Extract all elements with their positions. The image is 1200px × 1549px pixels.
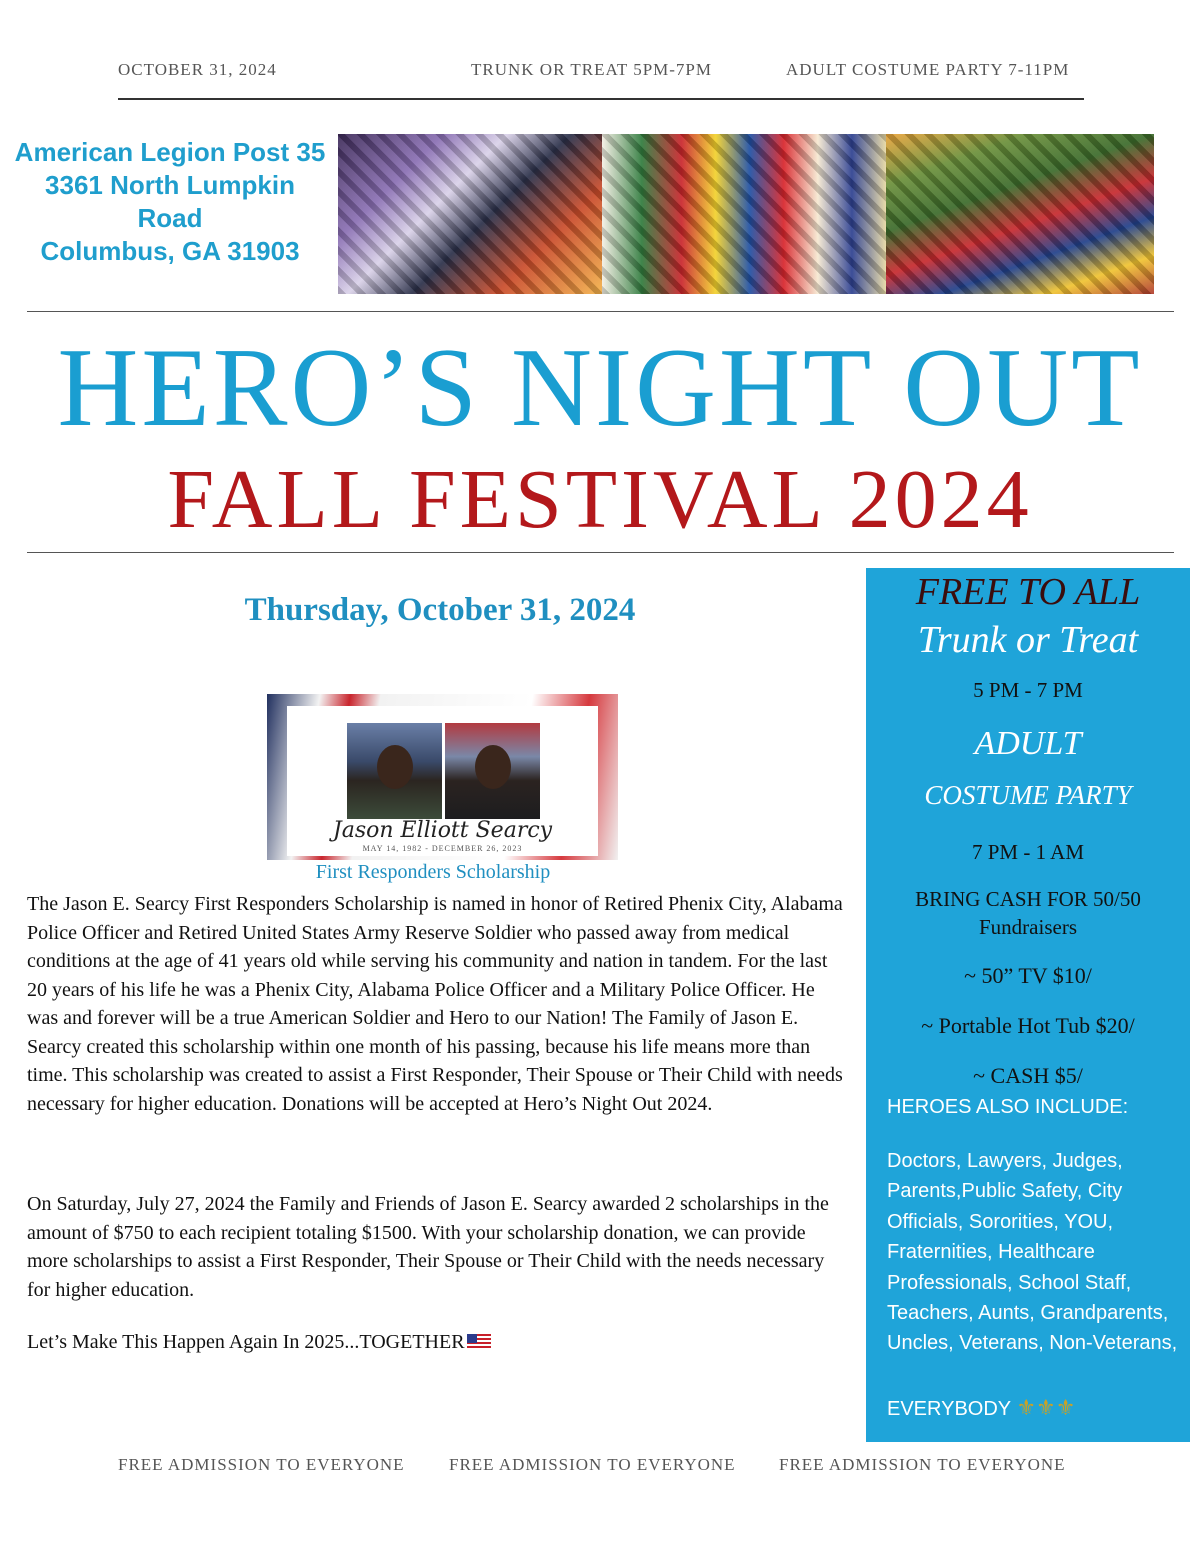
heroes-list: Doctors, Lawyers, Judges, Parents,Public Safety, City Officials, Sororities, YOU, Fraternities, Healthcare Professionals, School Staff, Teachers, Aunts, Grandparents, Uncles, Veterans, Non-Veterans, <box>887 1150 1178 1355</box>
scholarship-caption: First Responders Scholarship <box>315 861 551 883</box>
address-line-3: Road <box>137 203 203 233</box>
raffle-cash: ~ CASH $5/ <box>973 1063 1083 1088</box>
dc-heroes-image <box>602 134 886 294</box>
us-flag-icon <box>467 1334 491 1350</box>
header-rule <box>118 98 1084 100</box>
costume-party-time: 7 PM - 1 AM <box>971 840 1085 864</box>
closing-line <box>27 1328 843 1357</box>
trunk-or-treat-time: 5 PM - 7 PM <box>973 678 1083 702</box>
event-date-heading: Thursday, October 31, 2024 <box>244 592 636 628</box>
footer-admission-3: FREE ADMISSION TO EVERYONE <box>779 1455 1066 1474</box>
venue-address <box>0 136 340 268</box>
scholarship-paragraph-2: On Saturday, July 27, 2024 the Family and Friends of Jason E. Searcy awarded 2 scholarships in the amount of $750 to each recipient totaling $1500. With your scholarship donation, we can provide more scholarships to assist a First Responder, Their Spouse or Their Child with the needs necessary for higher education. <box>27 1193 829 1301</box>
sub-title: FALL FESTIVAL 2024 <box>167 453 1033 546</box>
scholarship-paragraph-1: The Jason E. Searcy First Responders Scholarship is named in honor of Retired Phenix City, Alabama Police Officer and Retired United States Army Reserve Soldier who passed away from medical conditions at the age of 41 years old while serving his community and nation in tandem. For the last 20 years of his life he was a Phenix City, Alabama Police Officer and a Military Police Officer. He was and forever will be a true American Soldier and Hero to our Nation! The Family of Jason E. Searcy created this scholarship within one month of his passing, because his life means more than time. This scholarship was created to assist a First Responder, Their Spouse or Their Child with needs necessary for higher education. Donations will be accepted at Hero’s Night Out 2024. <box>27 893 843 1115</box>
bring-cash-note <box>866 885 1190 941</box>
fleur-de-lis-icon: ⚜⚜⚜ <box>1016 1395 1076 1420</box>
anime-heroes-image <box>338 134 602 294</box>
bring-cash-line-2: Fundraisers <box>979 915 1077 939</box>
title-bottom-rule <box>27 552 1174 553</box>
header-trunk-or-treat: TRUNK OR TREAT 5PM-7PM <box>471 60 712 79</box>
marvel-heroes-image <box>886 134 1154 294</box>
photo-dates: MAY 14, 1982 - DECEMBER 26, 2023 <box>362 844 523 853</box>
photo-signature: Jason Elliott Searcy <box>332 818 553 843</box>
free-to-all-heading: FREE TO ALL <box>915 571 1141 613</box>
memorial-photo <box>267 694 618 860</box>
hero-collage-banner <box>338 134 1154 294</box>
everybody-text: EVERYBODY <box>887 1398 1011 1420</box>
adult-heading: ADULT <box>974 725 1082 762</box>
everybody-line <box>887 1395 1076 1421</box>
raffle-hot-tub: ~ Portable Hot Tub $20/ <box>921 1013 1135 1038</box>
trunk-or-treat-heading: Trunk or Treat <box>917 619 1139 661</box>
portrait-police <box>445 723 540 819</box>
address-line-1: American Legion Post 35 <box>14 137 326 167</box>
header-adult-party: ADULT COSTUME PARTY 7-11PM <box>786 60 1070 79</box>
address-line-2: 3361 North Lumpkin <box>45 170 295 200</box>
costume-party-heading: COSTUME PARTY <box>924 780 1132 810</box>
heroes-heading: HEROES ALSO INCLUDE: <box>887 1096 1129 1118</box>
bring-cash-line-1: BRING CASH FOR 50/50 <box>915 887 1141 911</box>
footer-admission-1: FREE ADMISSION TO EVERYONE <box>118 1455 405 1474</box>
memorial-photo-card <box>287 706 598 856</box>
title-top-rule <box>27 311 1174 312</box>
header-date: OCTOBER 31, 2024 <box>118 60 277 79</box>
main-title: HERO’S NIGHT OUT <box>57 326 1143 450</box>
footer-admission-2: FREE ADMISSION TO EVERYONE <box>449 1455 736 1474</box>
closing-line-text: Let’s Make This Happen Again In 2025...TOGETHER <box>27 1331 465 1353</box>
raffle-tv: ~ 50” TV $10/ <box>964 963 1092 988</box>
event-info-panel <box>866 568 1190 1442</box>
address-line-4: Columbus, GA 31903 <box>40 236 300 266</box>
portrait-army <box>347 723 442 819</box>
